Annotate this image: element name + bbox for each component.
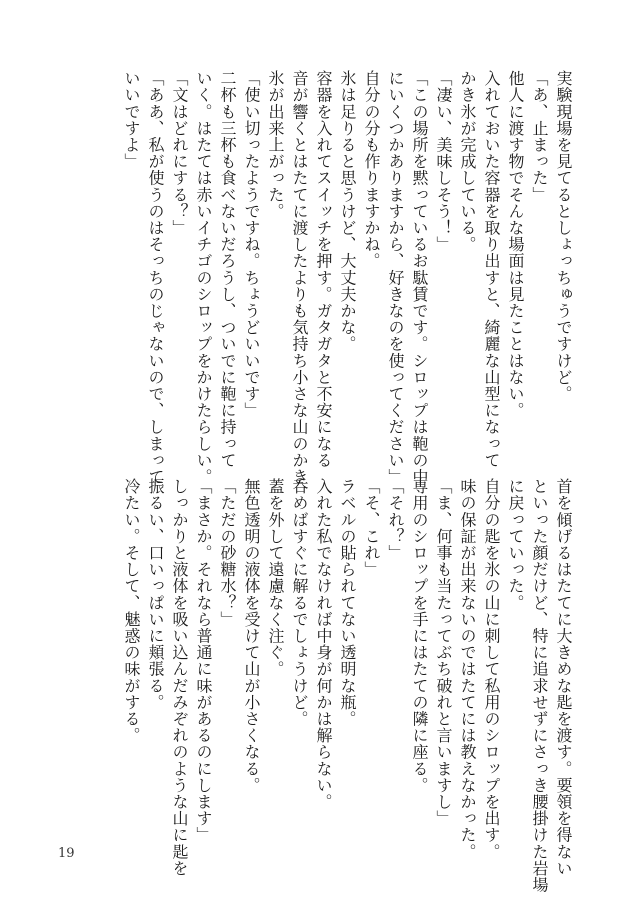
text-line: 他人に渡す物でそんな場面は見たことはない。 <box>506 70 525 419</box>
text-line: 無色透明の液体を受けて山が小さくなる。 <box>242 478 261 794</box>
text-line: 味の保証が出来ないのではたてには教えなかった。 <box>458 478 477 860</box>
text-line: 蓋を外して遠慮なく注ぐ。 <box>266 478 285 678</box>
text-line: 氷は足りると思うけど、大丈夫かな。 <box>338 70 357 353</box>
text-line: 振るい、口いっぱいに頬張る。 <box>146 478 165 711</box>
text-line: 音が響くとはたてに渡したよりも気持ち小さな山のかき <box>290 70 309 485</box>
text-line: 「凄い、美味しそう！」 <box>434 70 453 253</box>
text-line: 自分の分も作りますかね。 <box>362 70 381 270</box>
text-line: 「使い切ったようですね。ちょうどいいです」 <box>242 70 261 419</box>
text-line: 実験現場を見てるとしょっちゅうですけど。 <box>554 70 573 402</box>
text-line: 入れた私でなければ中身が何かは解らない。 <box>314 478 333 810</box>
text-line: 二杯も三杯も食べないだろうし、ついでに鞄に持って <box>218 70 237 469</box>
text-line: かき氷が完成している。 <box>458 70 477 253</box>
bottom-text-block <box>55 478 575 893</box>
text-line: 「ただの砂糖水？」 <box>218 478 237 628</box>
text-line: いいですよ」 <box>122 70 141 170</box>
text-line: 自分の匙を氷の山に刺して私用のシロップを出す。 <box>482 478 501 860</box>
text-line: 専用のシロップを手にはたての隣に座る。 <box>410 478 429 794</box>
text-line: に戻っていった。 <box>506 478 525 611</box>
text-line: いく。はたては赤いイチゴのシロップをかけたらしい。 <box>194 70 213 485</box>
text-line: といった顔だけど、特に追求せずにさっき腰掛けた岩場 <box>530 478 549 893</box>
text-line: 「この場所を黙っているお駄賃です。シロップは鞄の中 <box>410 70 429 485</box>
text-line: 「文はどれにする？」 <box>170 70 189 236</box>
text-line: 冷たい。そして、魅惑の味がする。 <box>122 478 141 744</box>
text-line: 「そ、これ」 <box>362 478 381 578</box>
text-line: 「まさか。それなら普通に味があるのにします」 <box>194 478 213 844</box>
text-line: 容器を入れてスイッチを押す。ガタガタと不安になる <box>314 70 333 469</box>
text-line: にいくつかありますから、好きなのを使ってください」 <box>386 70 405 485</box>
text-line: 「ああ、私が使うのはそっちのじゃないので、しまって <box>146 70 165 485</box>
text-line: 首を傾げるはたてに大きめな匙を渡す。要領を得ない <box>554 478 573 877</box>
text-line: しっかりと液体を吸い込んだみぞれのような山に匙を <box>170 478 189 877</box>
top-vertical-text <box>119 70 575 485</box>
text-line: ラベルの貼られてない透明な瓶。 <box>338 478 357 727</box>
text-line: 「ま、何事も当たってぶち破れと言いますし」 <box>434 478 453 827</box>
text-line: 氷が出来上がった。 <box>266 70 285 220</box>
bottom-vertical-text <box>119 478 575 893</box>
top-text-block <box>55 70 575 485</box>
text-line: 「あ、止まった」 <box>530 70 549 203</box>
text-line: 入れておいた容器を取り出すと、綺麗な山型になって <box>482 70 501 469</box>
page-number: 19 <box>58 846 75 861</box>
text-line: 「それ？」 <box>386 478 405 561</box>
text-line: 呑めばすぐに解るでしょうけど。 <box>290 478 309 727</box>
